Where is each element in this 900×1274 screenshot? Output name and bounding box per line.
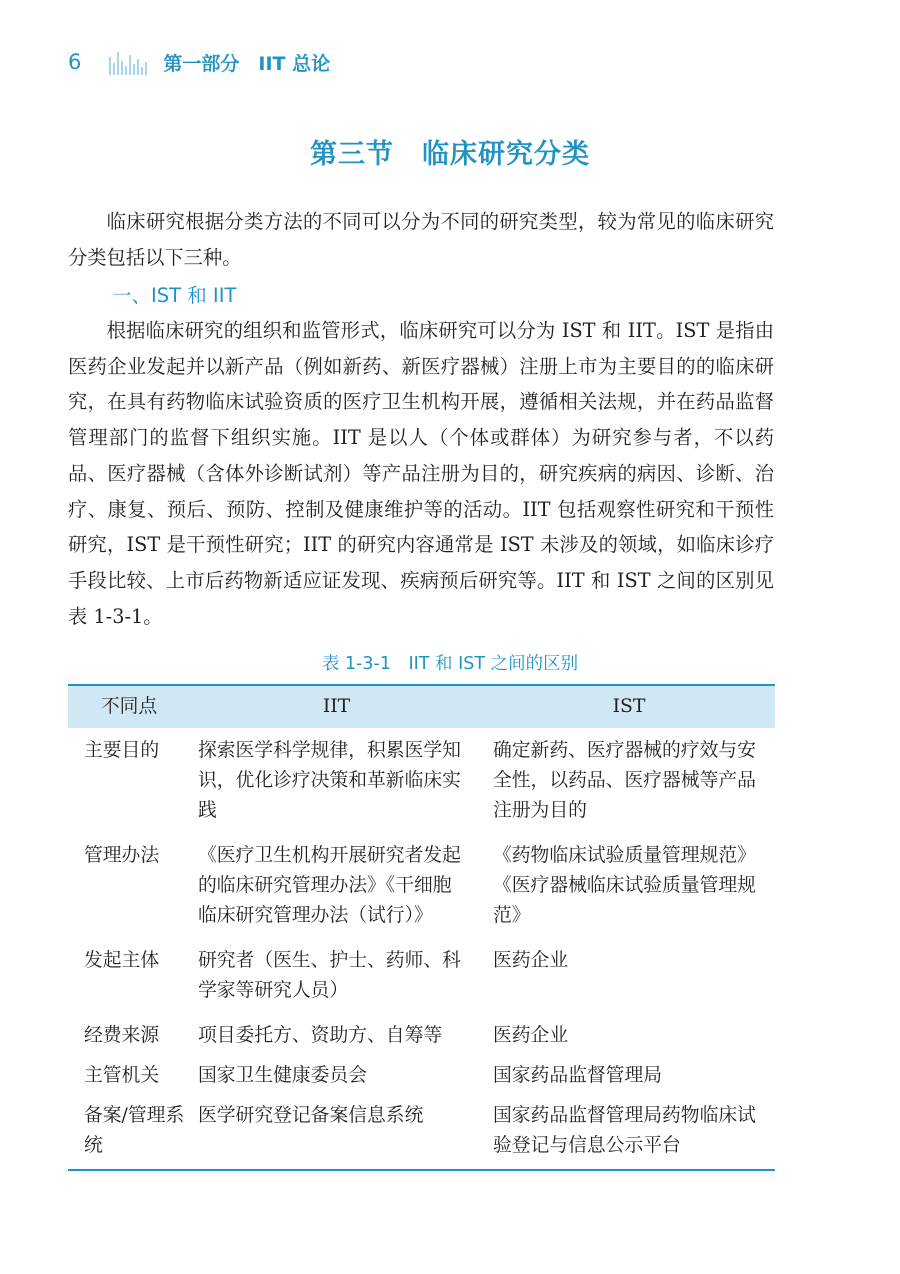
table-caption: 表 1-3-1 IIT 和 IST 之间的区别 <box>321 654 579 674</box>
table-cell-label: 管理办法 <box>84 845 160 866</box>
intro-paragraph-block <box>68 204 774 275</box>
table-row <box>68 1057 775 1097</box>
table-cell-iit: 国家卫生健康委员会 <box>198 1065 368 1086</box>
subheading: 一、IST 和 IIT <box>112 284 237 307</box>
page-number: 6 <box>68 50 82 74</box>
table-cell-label: 主管机关 <box>84 1065 160 1086</box>
table-row <box>68 1017 775 1057</box>
table-header-cell: IST <box>483 685 775 728</box>
table-cell-ist: 医药企业 <box>493 950 569 971</box>
table-row <box>68 837 775 942</box>
table-cell-label: 主要目的 <box>84 740 160 761</box>
main-paragraph: 根据临床研究的组织和监管形式，临床研究可以分为 IST 和 IIT。IST 是指由医药企业发起并以新产品（例如新药、新医疗器械）注册上市为主要目的的临床研究，在具有药物临床试验资质的医疗卫生机构开展，遵循相关法规，并在药品监督管理部门的监督下组织实施。IIT 是以人（个体或群体）为研究参与者，不以药品、医疗器械（含体外诊断试剂）等产品注册为目的，研究疾病的病因、诊断、治疗、康复、预后、预防、控制及健康维护等的活动。IIT 包括观察性研究和干预性研究，IST 是干预性研究；IIT 的研究内容通常是 IST 未涉及的领域，如临床诊疗手段比较、上市后药物新适应证发现、疾病预后研究等。IIT 和 IST 之间的区别见表 1-3-1。 <box>68 319 774 628</box>
part-title: 第一部分 IIT 总论 <box>163 52 331 75</box>
main-paragraph-block <box>68 313 774 634</box>
table-cell-iit: 《医疗卫生机构开展研究者发起的临床研究管理办法》《干细胞临床研究管理办法（试行）》 <box>198 845 461 926</box>
table-row <box>68 1097 775 1170</box>
table-cell-label: 经费来源 <box>84 1025 160 1046</box>
table-cell-label: 发起主体 <box>84 950 160 971</box>
table-cell-iit: 探索医学科学规律，积累医学知识，优化诊疗决策和革新临床实践 <box>198 740 461 821</box>
table-header-cell: IIT <box>190 685 483 728</box>
table-cell-ist: 国家药品监督管理局药物临床试验登记与信息公示平台 <box>493 1105 756 1156</box>
intro-paragraph: 临床研究根据分类方法的不同可以分为不同的研究类型，较为常见的临床研究分类包括以下三种。 <box>68 210 774 269</box>
table-row <box>68 942 775 1017</box>
table-cell-label: 备案/管理系统 <box>84 1105 185 1156</box>
table-cell-ist: 医药企业 <box>493 1025 569 1046</box>
table-row <box>68 728 775 837</box>
table-header-row <box>68 685 775 728</box>
table-header-cell: 不同点 <box>68 685 190 728</box>
table-cell-iit: 医学研究登记备案信息系统 <box>198 1105 424 1126</box>
table-cell-ist: 确定新药、医疗器械的疗效与安全性，以药品、医疗器械等产品注册为目的 <box>493 740 756 821</box>
running-header <box>68 46 330 78</box>
table-cell-iit: 项目委托方、资助方、自筹等 <box>198 1025 443 1046</box>
comparison-table <box>68 684 775 1171</box>
section-title: 第三节 临床研究分类 <box>310 139 590 170</box>
table-cell-ist: 《药物临床试验质量管理规范》《医疗器械临床试验质量管理规范》 <box>493 845 756 926</box>
table-cell-iit: 研究者（医生、护士、药师、科学家等研究人员） <box>198 950 461 1001</box>
table-cell-ist: 国家药品监督管理局 <box>493 1065 663 1086</box>
bar-decoration-icon <box>109 49 149 75</box>
